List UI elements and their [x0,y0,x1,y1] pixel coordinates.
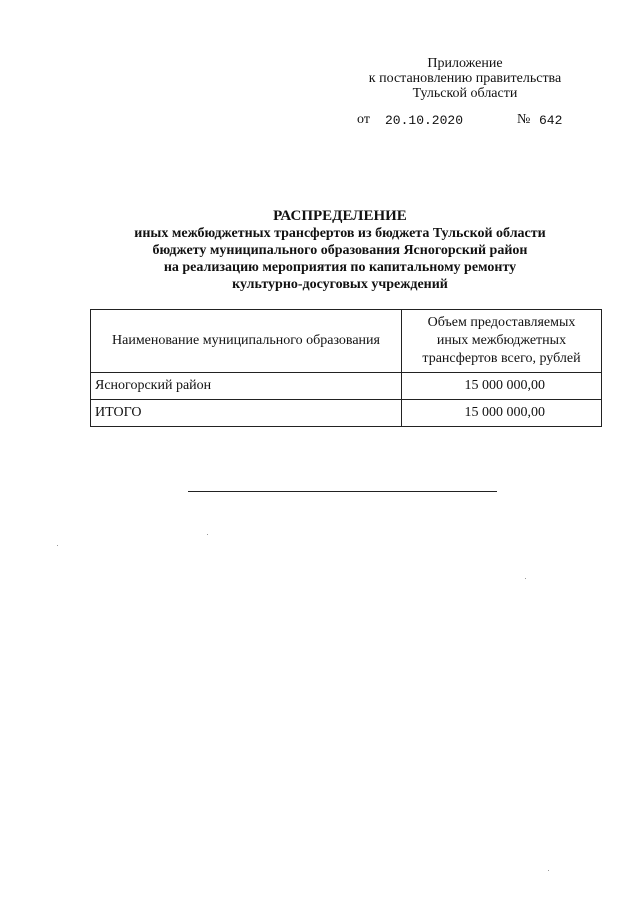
appendix-line-2: к постановлению правительства [368,71,562,86]
title-line-4: культурно-досуговых учреждений [232,277,448,292]
header-amount-line-1: Объем предоставляемых [427,315,576,330]
title-line-3: на реализацию мероприятия по капитальному ремонту [163,260,517,275]
scan-speck [548,870,549,871]
header-amount-line-2: иных межбюджетных [436,333,567,348]
date-number-line [357,112,577,128]
scan-speck [525,578,526,579]
appendix-line-1: Приложение [427,56,503,71]
header-amount [402,310,602,373]
scan-speck [207,534,208,535]
allocation-table [90,309,602,427]
total-label: ИТОГО [91,400,402,427]
document-date: 20.10.2020 [385,113,464,128]
row-municipality-name: Ясногорский район [91,373,402,400]
title-line-1: иных межбюджетных трансфертов из бюджета Тульской области [134,226,546,241]
appendix-line-3: Тульской области [412,86,518,101]
document-title [60,208,620,293]
table-header-row [91,310,602,373]
table-row [91,373,602,400]
separator-line [188,491,497,492]
scan-speck [57,545,58,546]
date-prefix: от [357,112,370,127]
title-line-2: бюджету муниципального образования Ясногорский район [152,243,528,258]
appendix-block [300,56,630,101]
total-amount: 15 000 000,00 [402,400,602,427]
header-municipality: Наименование муниципального образования [91,310,402,373]
row-amount: 15 000 000,00 [402,373,602,400]
title-heading: РАСПРЕДЕЛЕНИЕ [273,208,407,224]
document-number: 642 [539,113,563,128]
header-amount-line-3: трансфертов всего, рублей [422,351,581,366]
table-row-total [91,400,602,427]
number-label: № [517,112,531,127]
